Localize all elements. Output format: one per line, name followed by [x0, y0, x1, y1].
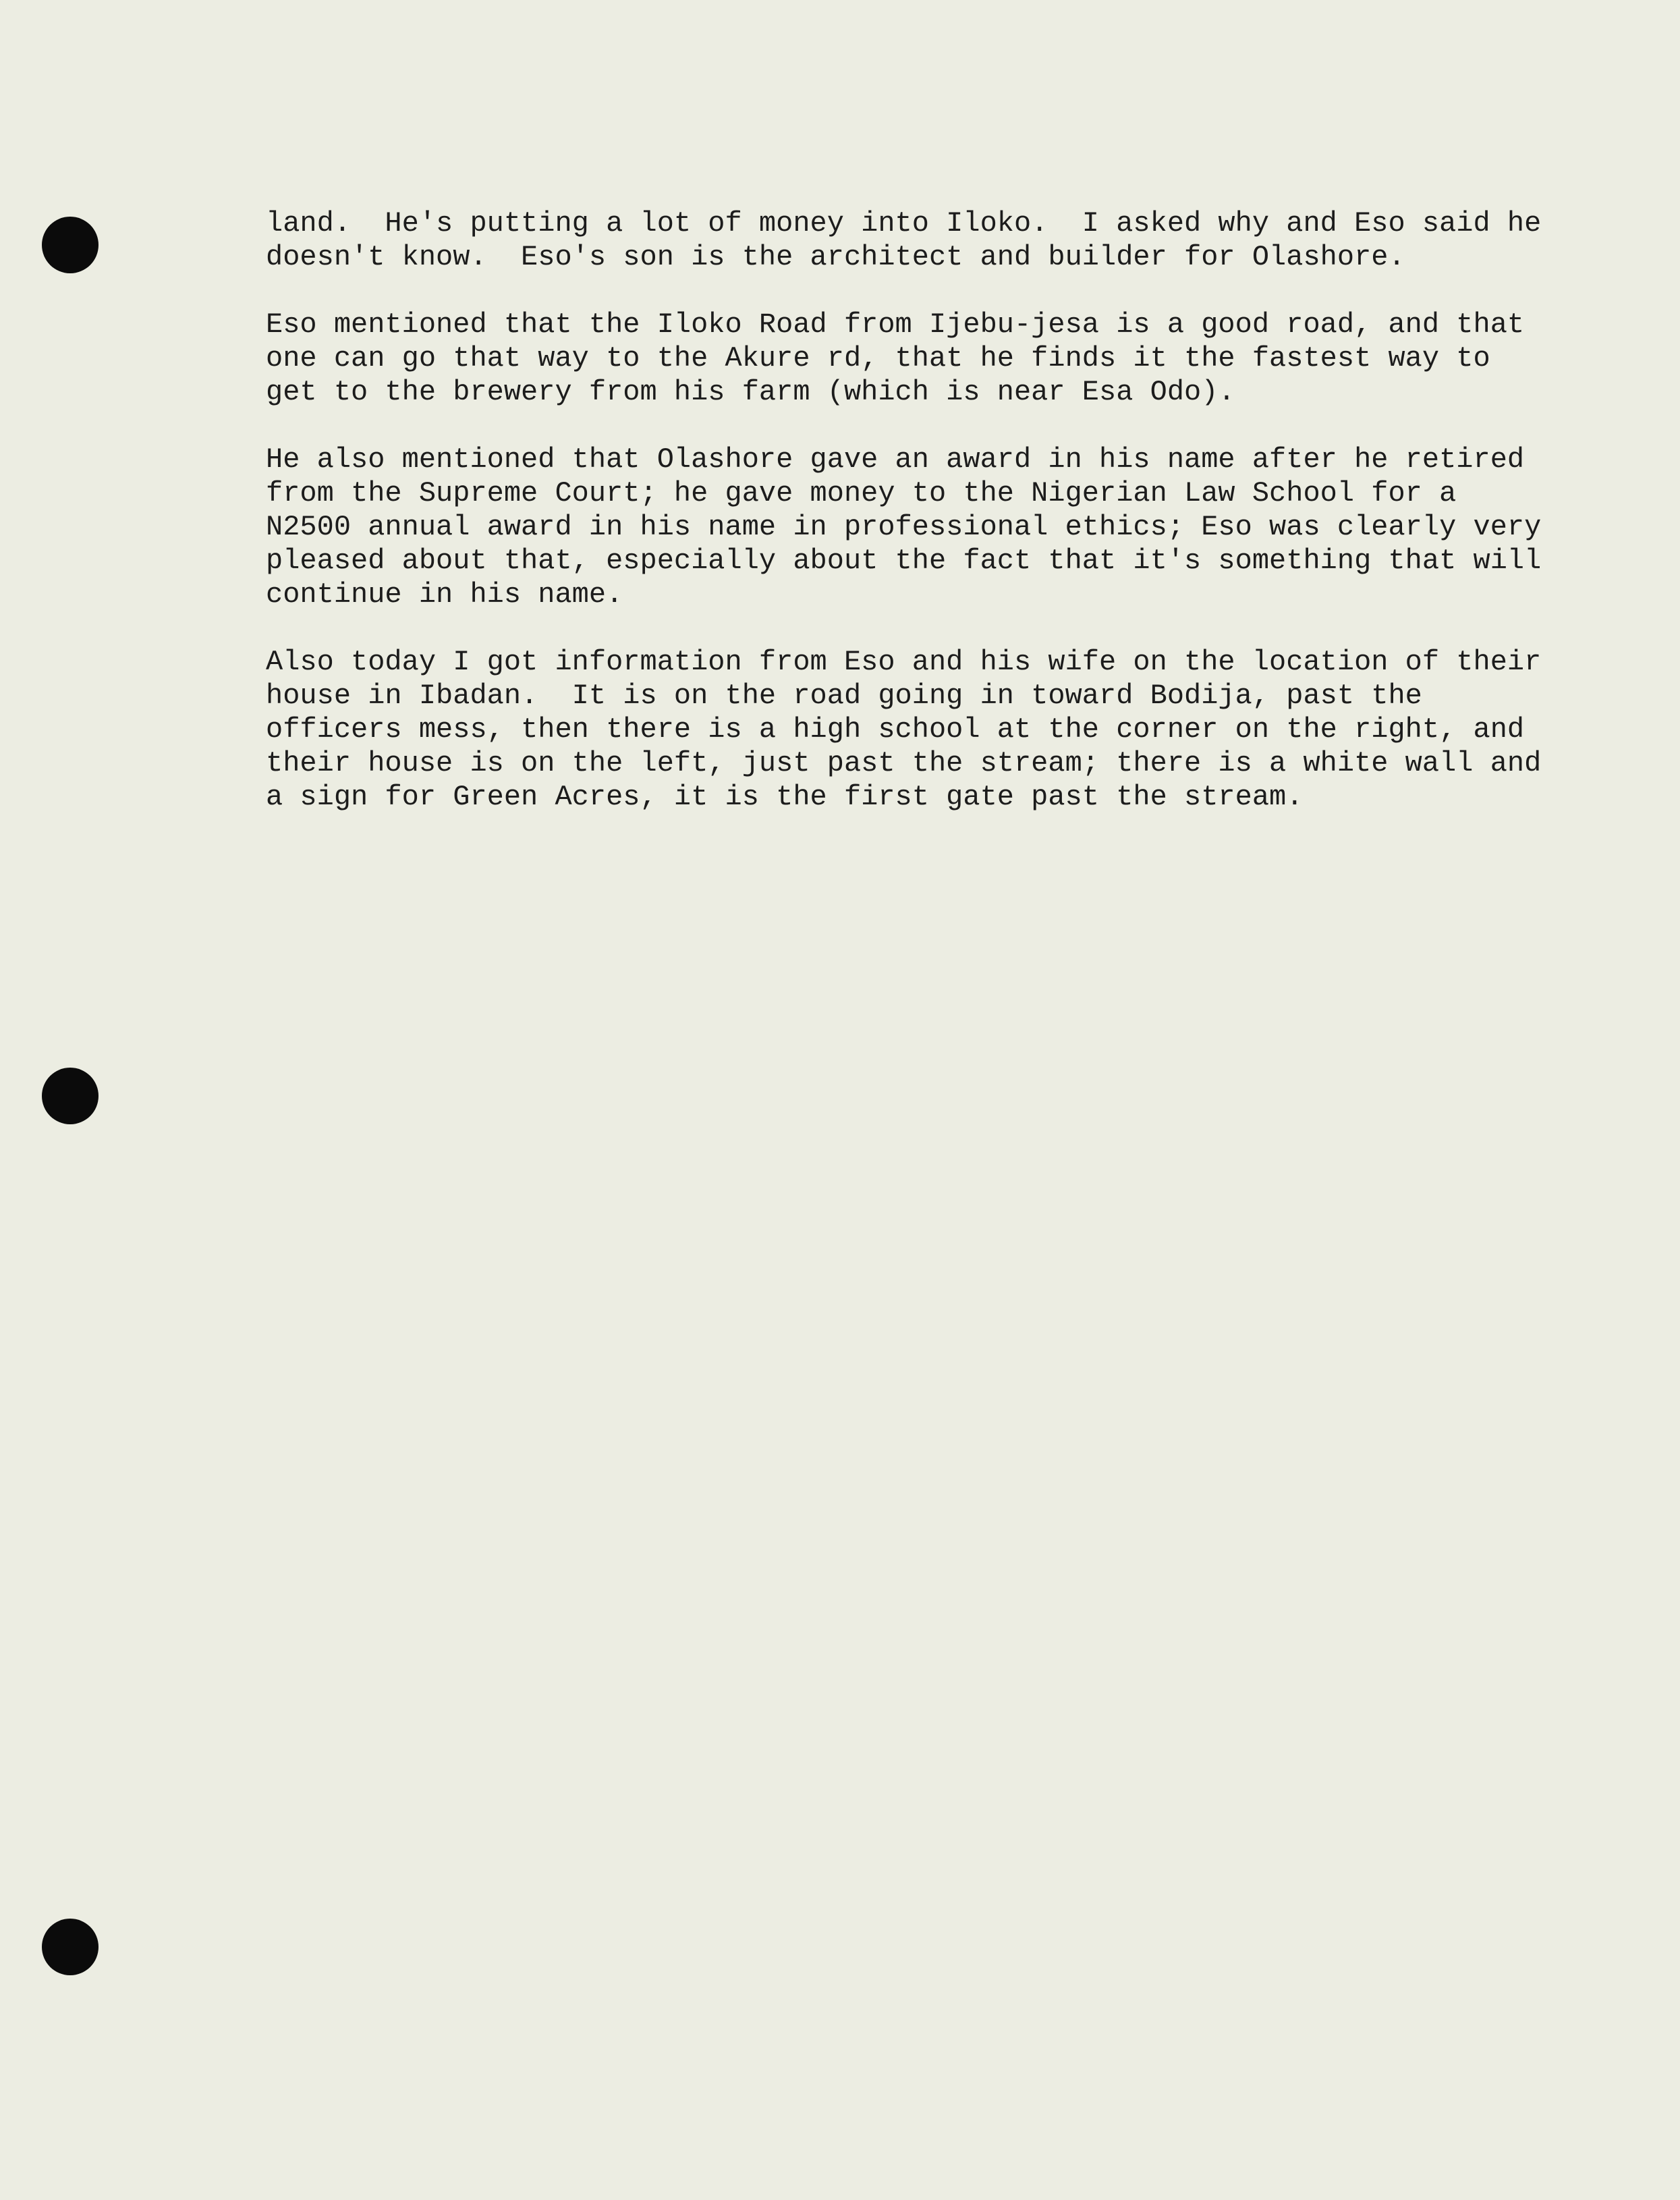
text-line: one can go that way to the Akure rd, that he finds it the fastest way to — [266, 342, 1490, 375]
text-line: Eso mentioned that the Iloko Road from Ijebu-jesa is a good road, and that — [266, 308, 1525, 341]
text-line: from the Supreme Court; he gave money to the Nigerian Law School for a — [266, 477, 1457, 510]
text-line: doesn't know. Eso's son is the architect and builder for Olashore. — [266, 241, 1405, 273]
text-line: get to the brewery from his farm (which is near Esa Odo). — [266, 376, 1235, 408]
text-line: He also mentioned that Olashore gave an award in his name after he retired — [266, 443, 1525, 476]
binder-hole-top — [42, 217, 99, 273]
text-line: a sign for Green Acres, it is the first gate past the stream. — [266, 781, 1304, 813]
paragraph-iloko-road — [266, 308, 1534, 409]
text-line: Also today I got information from Eso and his wife on the location of their — [266, 646, 1542, 678]
binder-hole-bottom — [42, 1919, 99, 1975]
text-line: pleased about that, especially about the fact that it's something that will — [266, 545, 1542, 577]
paragraph-iloko-land — [266, 207, 1542, 274]
text-line: land. He's putting a lot of money into Iloko. I asked why and Eso said he — [266, 207, 1542, 240]
paragraph-house-location — [266, 645, 1542, 814]
text-line: continue in his name. — [266, 578, 623, 611]
text-line: officers mess, then there is a high school at the corner on the right, and — [266, 713, 1525, 746]
text-line: house in Ibadan. It is on the road going in toward Bodija, past the — [266, 680, 1422, 712]
typed-text-body — [266, 207, 1542, 848]
binder-hole-middle — [42, 1068, 99, 1124]
text-line: N2500 annual award in his name in professional ethics; Eso was clearly very — [266, 511, 1542, 543]
text-line: their house is on the left, just past the stream; there is a white wall and — [266, 747, 1542, 779]
paragraph-award — [266, 443, 1542, 611]
